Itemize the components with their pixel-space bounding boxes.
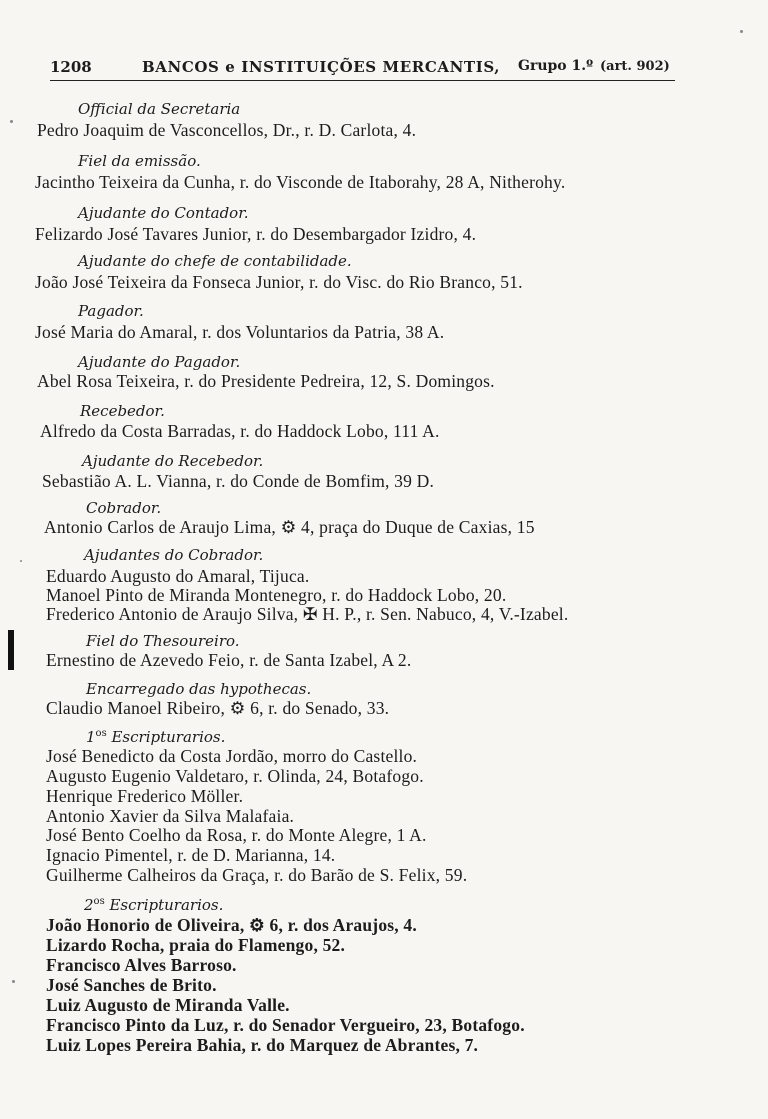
staff-entry: Augusto Eugenio Valdetaro, r. Olinda, 24, Botafogo.	[46, 766, 424, 786]
print-speck	[12, 980, 15, 983]
section-heading: Encarregado das hypothecas.	[86, 680, 312, 698]
article-reference: (art. 902)	[600, 59, 670, 74]
heading-ordinal: 1	[86, 728, 96, 746]
section-heading	[86, 728, 225, 746]
staff-entry: José Maria do Amaral, r. dos Voluntarios da Patria, 38 A.	[35, 322, 445, 342]
section-heading: Ajudante do Recebedor.	[82, 452, 264, 470]
heading-text: Escripturarios.	[111, 728, 226, 746]
ink-blot	[8, 630, 14, 670]
heading-ordinal: 2	[84, 896, 94, 914]
section-heading: Fiel do Thesoureiro.	[86, 632, 240, 650]
staff-entry: Alfredo da Costa Barradas, r. do Haddock Lobo, 111 A.	[40, 421, 440, 441]
staff-entry: Eduardo Augusto do Amaral, Tijuca.	[46, 566, 310, 586]
print-speck	[10, 120, 13, 123]
page-header	[50, 58, 675, 81]
page-number: 1208	[50, 58, 92, 76]
heading-ordinal-suffix: os	[95, 728, 107, 739]
section-heading: Ajudante do Contador.	[78, 204, 249, 222]
staff-entry: Antonio Xavier da Silva Malafaia.	[46, 806, 295, 826]
section-heading: Ajudante do Pagador.	[78, 353, 241, 371]
section-heading: Recebedor.	[80, 402, 165, 420]
staff-entry: Ernestino de Azevedo Feio, r. de Santa Izabel, A 2.	[46, 650, 412, 670]
section-heading: Official da Secretaria	[78, 100, 241, 118]
section-heading: Ajudante do chefe de contabilidade.	[78, 252, 352, 270]
staff-entry: José Sanches de Brito.	[46, 975, 217, 995]
staff-entry: Francisco Pinto da Luz, r. do Senador Vergueiro, 23, Botafogo.	[46, 1015, 525, 1035]
staff-entry: Luiz Augusto de Miranda Valle.	[46, 995, 290, 1015]
staff-entry: Pedro Joaquim de Vasconcellos, Dr., r. D. Carlota, 4.	[37, 120, 417, 140]
staff-entry: Jacintho Teixeira da Cunha, r. do Visconde de Itaborahy, 28 A, Nitherohy.	[35, 172, 566, 192]
staff-entry: Antonio Carlos de Araujo Lima, ⚙ 4, praça do Duque de Caxias, 15	[44, 517, 535, 537]
section-heading: Pagador.	[78, 302, 144, 320]
staff-entry: Frederico Antonio de Araujo Silva, ✠ H. P., r. Sen. Nabuco, 4, V.-Izabel.	[46, 604, 569, 624]
staff-entry: Sebastião A. L. Vianna, r. do Conde de Bomfim, 39 D.	[42, 471, 435, 491]
print-speck	[740, 30, 743, 33]
section-heading: Ajudantes do Cobrador.	[84, 546, 264, 564]
staff-entry: José Bento Coelho da Rosa, r. do Monte Alegre, 1 A.	[46, 825, 427, 845]
heading-ordinal-suffix: os	[93, 896, 105, 907]
staff-entry: Claudio Manoel Ribeiro, ⚙ 6, r. do Senado, 33.	[46, 698, 390, 718]
staff-entry: Lizardo Rocha, praia do Flamengo, 52.	[46, 935, 346, 955]
staff-entry: José Benedicto da Costa Jordão, morro do Castello.	[46, 746, 418, 766]
staff-entry: Felizardo José Tavares Junior, r. do Desembargador Izidro, 4.	[35, 224, 477, 244]
group-label: Grupo 1.º	[518, 58, 594, 74]
staff-entry: Manoel Pinto de Miranda Montenegro, r. do Haddock Lobo, 20.	[46, 585, 507, 605]
staff-entry: Henrique Frederico Möller.	[46, 786, 244, 806]
heading-text: Escripturarios.	[109, 896, 224, 914]
staff-entry: Guilherme Calheiros da Graça, r. do Barão de S. Felix, 59.	[46, 865, 468, 885]
staff-entry: João Honorio de Oliveira, ⚙ 6, r. dos Araujos, 4.	[46, 915, 417, 935]
section-heading: Fiel da emissão.	[78, 152, 201, 170]
section-heading: Cobrador.	[86, 499, 162, 517]
staff-entry: Luiz Lopes Pereira Bahia, r. do Marquez de Abrantes, 7.	[46, 1035, 479, 1055]
staff-entry: Francisco Alves Barroso.	[46, 955, 237, 975]
print-speck	[20, 560, 22, 562]
running-title: BANCOS e INSTITUIÇÕES MERCANTIS,	[142, 58, 501, 76]
section-heading	[84, 896, 223, 914]
staff-entry: Ignacio Pimentel, r. de D. Marianna, 14.	[46, 845, 336, 865]
staff-entry: João José Teixeira da Fonseca Junior, r. do Visc. do Rio Branco, 51.	[35, 272, 523, 292]
staff-entry: Abel Rosa Teixeira, r. do Presidente Pedreira, 12, S. Domingos.	[37, 371, 495, 391]
